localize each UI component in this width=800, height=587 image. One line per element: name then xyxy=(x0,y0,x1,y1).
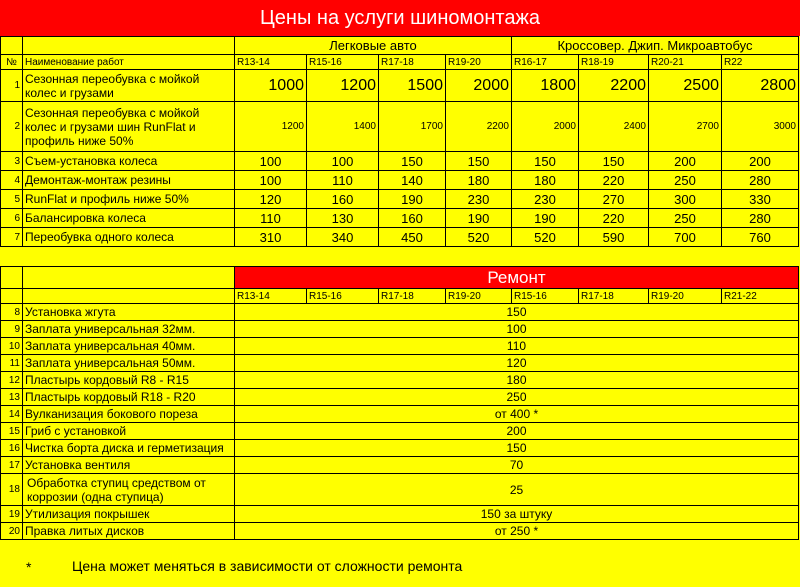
price-cell: 220 xyxy=(579,209,649,228)
row-number: 9 xyxy=(1,321,23,338)
price-cell: 110 xyxy=(235,338,799,355)
blank-cell xyxy=(23,37,235,55)
service-name: Вулканизация бокового пореза xyxy=(23,406,235,423)
row-number: 2 xyxy=(1,102,23,152)
size-header: R13-14 xyxy=(235,289,307,304)
price-cell: 180 xyxy=(512,171,579,190)
price-cell: 110 xyxy=(307,171,379,190)
size-header-row xyxy=(1,289,799,304)
price-cell: 200 xyxy=(722,152,799,171)
size-header: R17-18 xyxy=(579,289,649,304)
price-cell: 180 xyxy=(235,372,799,389)
price-cell: 300 xyxy=(649,190,722,209)
price-table-tire-service xyxy=(0,36,799,247)
price-cell: 270 xyxy=(579,190,649,209)
service-name: Обработка ступиц средством от коррозии (одна ступица) xyxy=(23,474,235,506)
table-row xyxy=(1,406,799,423)
price-cell: 150 xyxy=(446,152,512,171)
price-cell: 1800 xyxy=(512,70,579,102)
price-cell: 2500 xyxy=(649,70,722,102)
row-number: 20 xyxy=(1,523,23,540)
price-cell: 150 xyxy=(579,152,649,171)
table-row xyxy=(1,209,799,228)
size-header: R21-22 xyxy=(722,289,799,304)
price-cell: 230 xyxy=(512,190,579,209)
row-number: 5 xyxy=(1,190,23,209)
service-name: Переобувка одного колеса xyxy=(23,228,235,247)
price-table-repair xyxy=(0,266,799,540)
size-header: R15-16 xyxy=(307,55,379,70)
price-cell: 100 xyxy=(235,171,307,190)
price-cell: 1700 xyxy=(379,102,446,152)
size-header: R16-17 xyxy=(512,55,579,70)
table-row xyxy=(1,389,799,406)
table-row xyxy=(1,474,799,506)
price-cell: 310 xyxy=(235,228,307,247)
price-cell: 250 xyxy=(235,389,799,406)
price-cell: 250 xyxy=(649,209,722,228)
price-cell: 2000 xyxy=(446,70,512,102)
service-name: Заплата универсальная 40мм. xyxy=(23,338,235,355)
table-row xyxy=(1,423,799,440)
service-name: Правка литых дисков xyxy=(23,523,235,540)
price-cell: 190 xyxy=(512,209,579,228)
service-name: RunFlat и профиль ниже 50% xyxy=(23,190,235,209)
service-name: Заплата универсальная 32мм. xyxy=(23,321,235,338)
row-number: 8 xyxy=(1,304,23,321)
price-cell: 340 xyxy=(307,228,379,247)
table-row xyxy=(1,372,799,389)
repair-section-header: Ремонт xyxy=(235,267,799,289)
service-name: Сезонная переобувка с мойкой колес и грузами xyxy=(23,70,235,102)
table-row xyxy=(1,171,799,190)
price-cell: 70 xyxy=(235,457,799,474)
footnote-asterisk: * xyxy=(26,559,32,575)
group-header-crossover: Кроссовер. Джип. Микроавтобус xyxy=(512,37,799,55)
service-name: Пластырь кордовый R8 - R15 xyxy=(23,372,235,389)
size-header: R15-16 xyxy=(512,289,579,304)
row-number: 10 xyxy=(1,338,23,355)
price-cell: 700 xyxy=(649,228,722,247)
row-number: 4 xyxy=(1,171,23,190)
page-title: Цены на услуги шиномонтажа xyxy=(0,0,800,36)
size-header: R22 xyxy=(722,55,799,70)
service-name: Утилизация покрышек xyxy=(23,506,235,523)
price-cell: от 400 * xyxy=(235,406,799,423)
size-header: R17-18 xyxy=(379,289,446,304)
blank-cell xyxy=(1,37,23,55)
row-number: 16 xyxy=(1,440,23,457)
price-cell: 520 xyxy=(512,228,579,247)
number-column-header: № xyxy=(1,55,23,70)
service-name: Пластырь кордовый R18 - R20 xyxy=(23,389,235,406)
name-column-header: Наименование работ xyxy=(23,55,235,70)
row-number: 12 xyxy=(1,372,23,389)
row-number: 1 xyxy=(1,70,23,102)
price-cell: 190 xyxy=(446,209,512,228)
blank-cell xyxy=(1,289,23,304)
price-cell: 160 xyxy=(379,209,446,228)
service-name: Сезонная переобувка с мойкой колес и грузами шин RunFlat и профиль ниже 50% xyxy=(23,102,235,152)
price-cell: 130 xyxy=(307,209,379,228)
blank-cell xyxy=(23,289,235,304)
table-row xyxy=(1,102,799,152)
table-row xyxy=(1,152,799,171)
price-cell: 590 xyxy=(579,228,649,247)
table-row xyxy=(1,523,799,540)
price-cell: 220 xyxy=(579,171,649,190)
row-number: 17 xyxy=(1,457,23,474)
price-cell: 1200 xyxy=(235,102,307,152)
footnote-text: Цена может меняться в зависимости от сложности ремонта xyxy=(72,558,463,574)
table-row xyxy=(1,70,799,102)
service-name: Чистка борта диска и герметизация xyxy=(23,440,235,457)
price-cell: 120 xyxy=(235,190,307,209)
price-cell: 280 xyxy=(722,171,799,190)
size-header: R20-21 xyxy=(649,55,722,70)
price-cell: 25 xyxy=(235,474,799,506)
price-cell: 2000 xyxy=(512,102,579,152)
price-cell: 110 xyxy=(235,209,307,228)
price-cell: 180 xyxy=(446,171,512,190)
group-header-passenger: Легковые авто xyxy=(235,37,512,55)
table-row xyxy=(1,506,799,523)
price-cell: 140 xyxy=(379,171,446,190)
table-row xyxy=(1,190,799,209)
service-name: Заплата универсальная 50мм. xyxy=(23,355,235,372)
size-header-row xyxy=(1,55,799,70)
service-name: Демонтаж-монтаж резины xyxy=(23,171,235,190)
table-row xyxy=(1,355,799,372)
price-cell: 2200 xyxy=(446,102,512,152)
price-cell: 450 xyxy=(379,228,446,247)
price-cell: 3000 xyxy=(722,102,799,152)
table-row xyxy=(1,228,799,247)
price-cell: 1400 xyxy=(307,102,379,152)
price-cell: 100 xyxy=(235,152,307,171)
size-header: R15-16 xyxy=(307,289,379,304)
price-cell: 150 xyxy=(379,152,446,171)
price-cell: 2800 xyxy=(722,70,799,102)
service-name: Балансировка колеса xyxy=(23,209,235,228)
footnote xyxy=(0,552,800,582)
table-row xyxy=(1,304,799,321)
size-header: R19-20 xyxy=(446,289,512,304)
price-cell: 150 xyxy=(512,152,579,171)
price-cell: от 250 * xyxy=(235,523,799,540)
blank-cell xyxy=(1,267,23,289)
price-cell: 330 xyxy=(722,190,799,209)
price-cell: 2400 xyxy=(579,102,649,152)
price-cell: 1000 xyxy=(235,70,307,102)
service-name: Съем-установка колеса xyxy=(23,152,235,171)
price-cell: 2200 xyxy=(579,70,649,102)
price-cell: 760 xyxy=(722,228,799,247)
price-cell: 190 xyxy=(379,190,446,209)
price-cell: 230 xyxy=(446,190,512,209)
price-cell: 100 xyxy=(307,152,379,171)
price-cell: 200 xyxy=(649,152,722,171)
service-name: Гриб с установкой xyxy=(23,423,235,440)
table-row xyxy=(1,338,799,355)
row-number: 7 xyxy=(1,228,23,247)
price-cell: 520 xyxy=(446,228,512,247)
price-cell: 120 xyxy=(235,355,799,372)
row-number: 13 xyxy=(1,389,23,406)
price-cell: 150 за штуку xyxy=(235,506,799,523)
size-header: R17-18 xyxy=(379,55,446,70)
row-number: 6 xyxy=(1,209,23,228)
service-name: Установка жгута xyxy=(23,304,235,321)
price-cell: 100 xyxy=(235,321,799,338)
price-cell: 200 xyxy=(235,423,799,440)
row-number: 3 xyxy=(1,152,23,171)
table-row xyxy=(1,457,799,474)
row-number: 14 xyxy=(1,406,23,423)
price-cell: 280 xyxy=(722,209,799,228)
row-number: 18 xyxy=(1,474,23,506)
size-header: R13-14 xyxy=(235,55,307,70)
row-number: 11 xyxy=(1,355,23,372)
price-cell: 250 xyxy=(649,171,722,190)
table-row xyxy=(1,321,799,338)
table-row xyxy=(1,440,799,457)
size-header: R18-19 xyxy=(579,55,649,70)
size-header: R19-20 xyxy=(649,289,722,304)
size-header: R19-20 xyxy=(446,55,512,70)
price-cell: 160 xyxy=(307,190,379,209)
row-number: 19 xyxy=(1,506,23,523)
price-cell: 1500 xyxy=(379,70,446,102)
price-cell: 150 xyxy=(235,304,799,321)
service-name: Установка вентиля xyxy=(23,457,235,474)
price-cell: 1200 xyxy=(307,70,379,102)
row-number: 15 xyxy=(1,423,23,440)
price-cell: 2700 xyxy=(649,102,722,152)
price-cell: 150 xyxy=(235,440,799,457)
blank-cell xyxy=(23,267,235,289)
